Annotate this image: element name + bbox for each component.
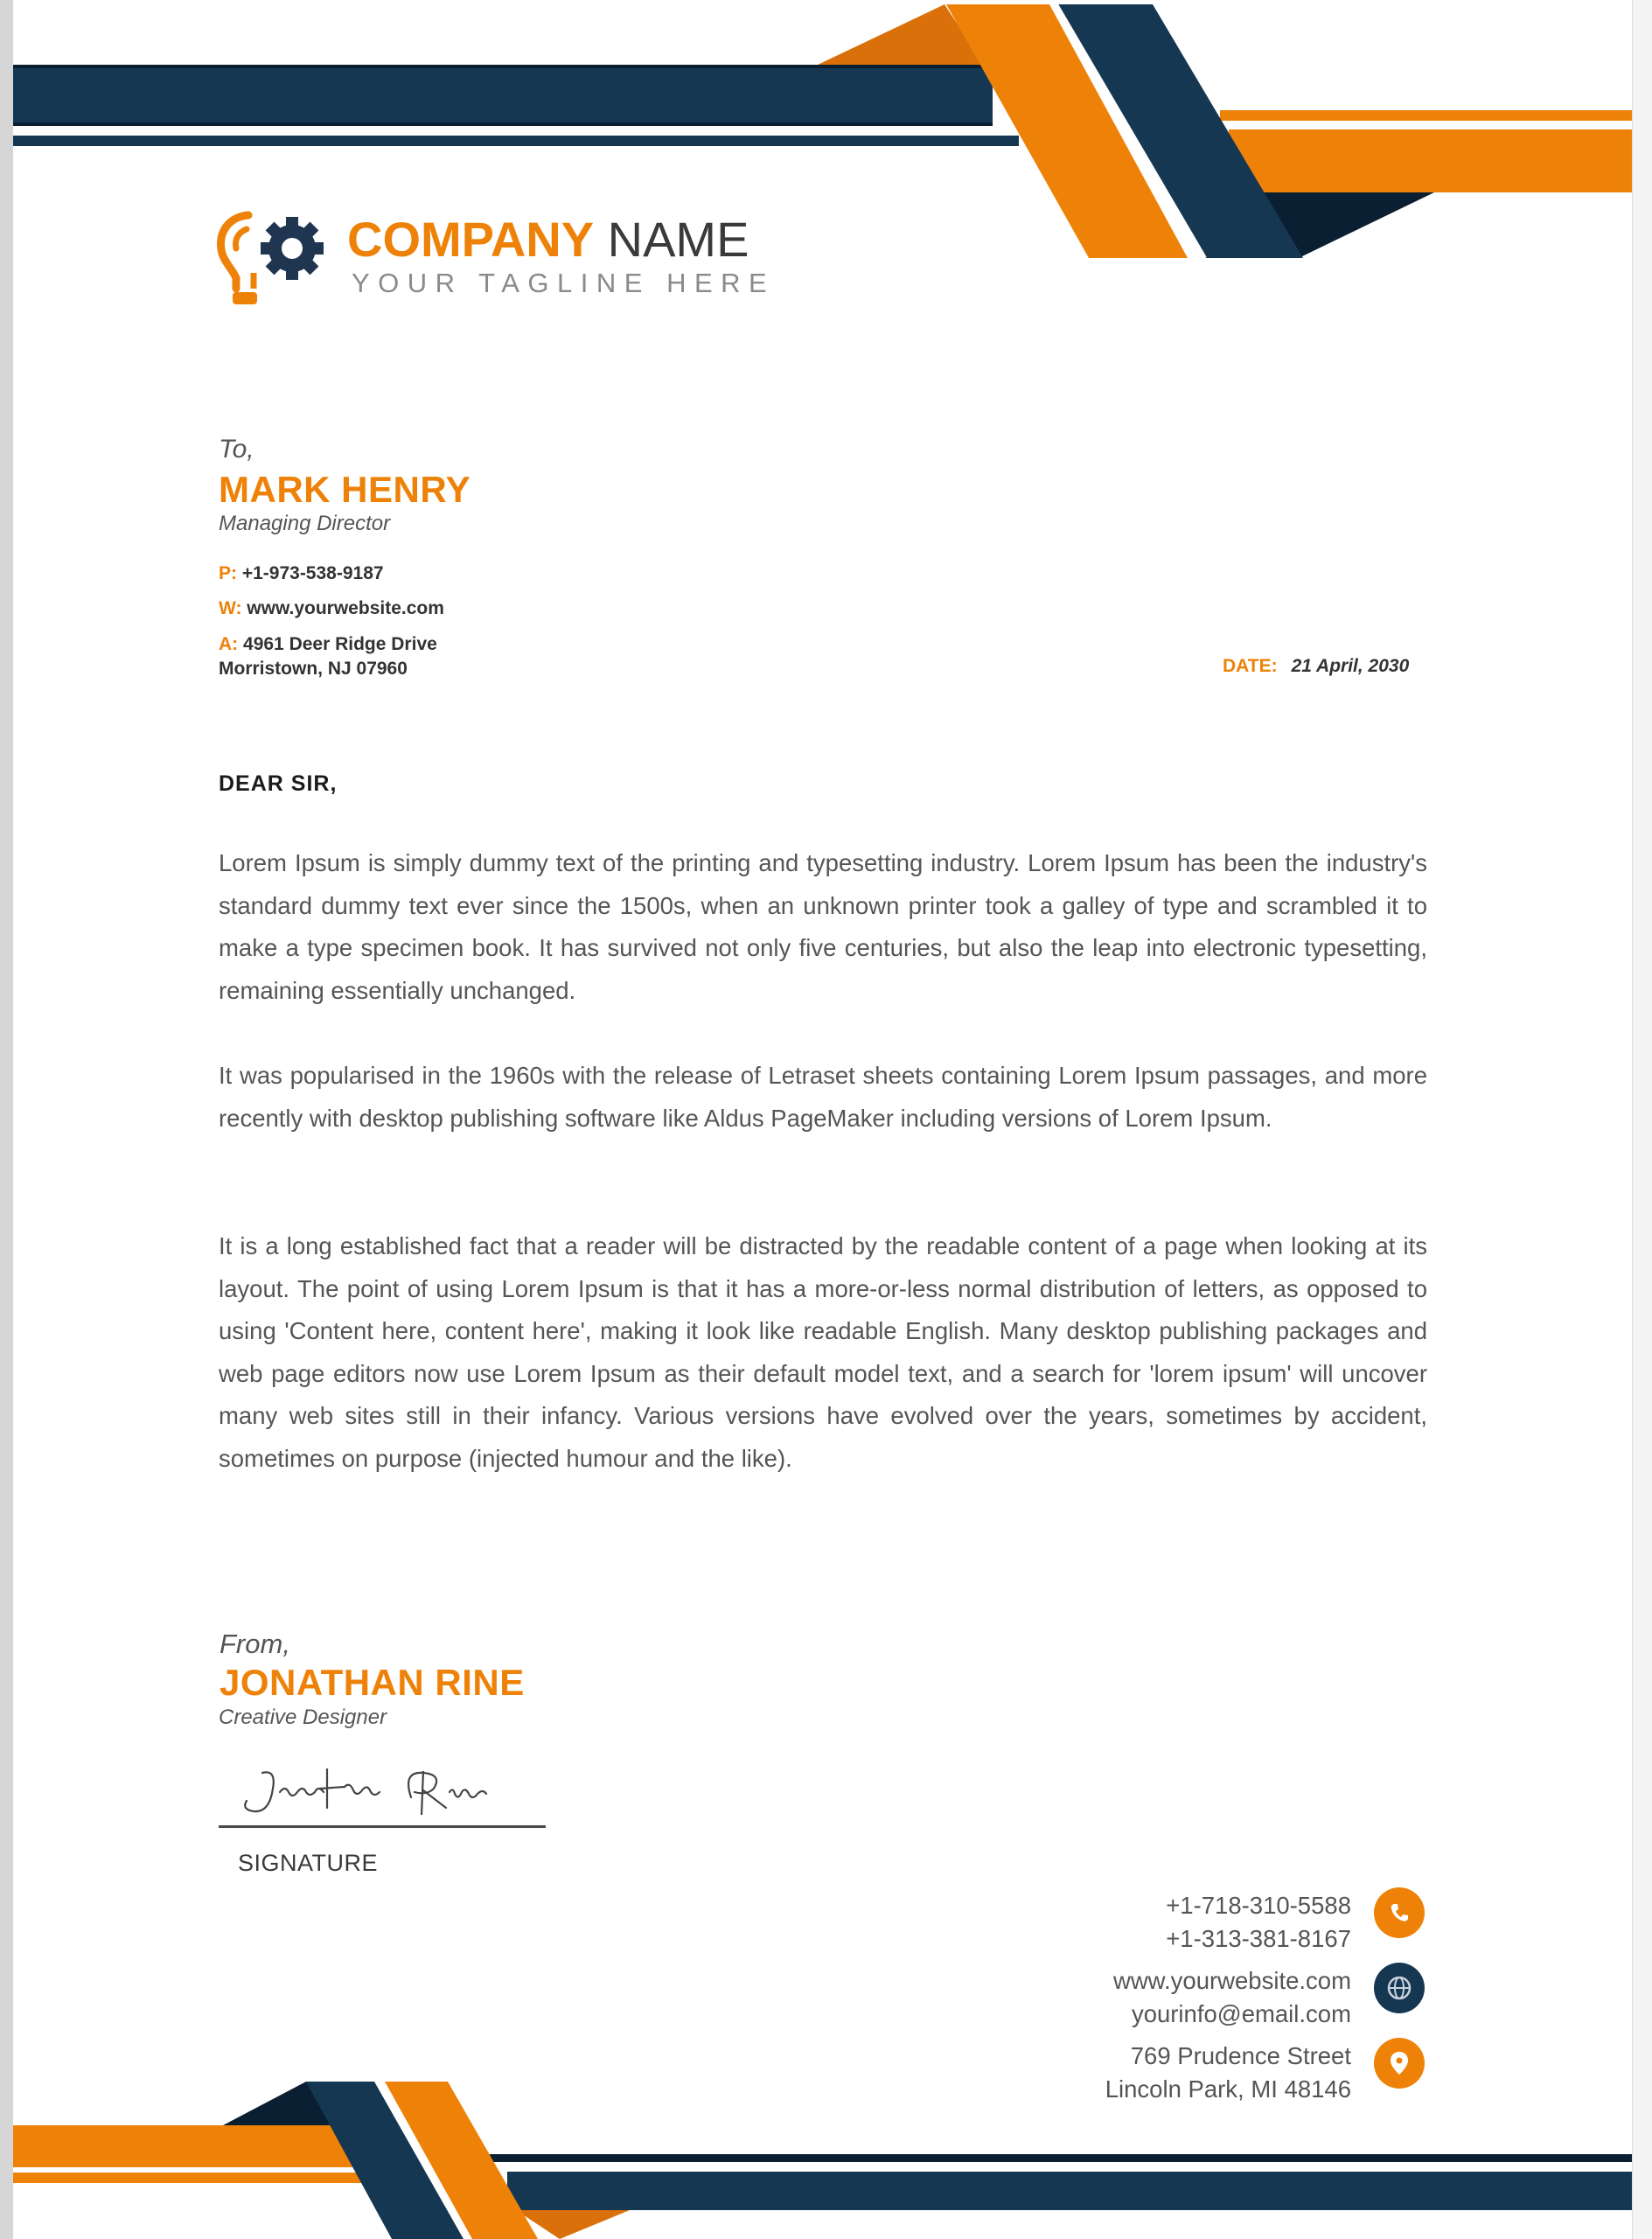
footer-email: yourinfo@email.com	[1131, 2000, 1351, 2027]
footer-phones	[1166, 1889, 1351, 1956]
recipient-title: Managing Director	[219, 512, 391, 535]
address-label: A:	[219, 634, 239, 654]
recipient-address	[219, 632, 437, 681]
lightbulb-icon	[220, 215, 257, 304]
sender-name: JONATHAN RINE	[220, 1662, 525, 1703]
recipient-prefix: To,	[219, 435, 254, 464]
date-label: DATE:	[1223, 656, 1278, 676]
phone-value: +1-973-538-9187	[241, 563, 384, 583]
body-paragraph-1: Lorem Ipsum is simply dummy text of the printing and typesetting industry. Lorem Ipsum has been the industry's standard dummy text ever since the 1500s, when an unknown printer took a galley of type and scrambled it to make a type specimen book. It has survived not only five centuries, but also the leap into electronic typesetting, remaining essentially unchanged.	[219, 849, 1427, 1004]
body-paragraph-2: It was popularised in the 1960s with the release of Letraset sheets containing Lorem Ipsum passages, and more recently with desktop publishing software like Aldus PageMaker including versions of Lorem Ipsum.	[219, 1062, 1427, 1132]
date-value: 21 April, 2030	[1291, 656, 1410, 676]
company-name-light: NAME	[594, 212, 749, 267]
globe-icon	[1374, 1963, 1425, 2013]
web-label: W:	[219, 598, 242, 618]
page-left-border	[0, 0, 13, 2239]
recipient-name: MARK HENRY	[219, 469, 471, 510]
greeting: DEAR SIR,	[219, 771, 338, 796]
recipient-web	[219, 596, 444, 621]
web-value: www.yourwebsite.com	[247, 598, 444, 618]
footer-web-email	[1113, 1964, 1351, 2031]
footer-street: 769 Prudence Street	[1130, 2042, 1351, 2069]
signature-script	[236, 1762, 516, 1828]
body-paragraph-3: It is a long established fact that a reader will be distracted by the readable content of a page when looking at its layout. The point of using Lorem Ipsum is that it has a more-or-less normal distribution of letters, as opposed to using 'Content here, content here', making it look like readable English. Many desktop publishing packages and web page editors now use Lorem Ipsum as their default model text, and a search for 'lorem ipsum' will uncover many web sites still in their infancy. Various versions have evolved over the years, sometimes by accident, sometimes on purpose (injected humour and the like).	[219, 1232, 1427, 1472]
footer-phone-1: +1-718-310-5588	[1166, 1892, 1351, 1919]
footer-city: Lincoln Park, MI 48146	[1105, 2075, 1351, 2103]
signature-line	[219, 1825, 546, 1828]
page-right-border	[1632, 0, 1652, 2239]
gear-icon	[261, 217, 324, 280]
logo-mark	[215, 208, 329, 313]
sender-title: Creative Designer	[219, 1705, 387, 1729]
company-tagline: YOUR TAGLINE HERE	[352, 268, 776, 298]
phone-label: P:	[219, 563, 237, 583]
phone-icon	[1374, 1887, 1425, 1938]
footer-ribbon-graphic	[0, 2064, 1652, 2239]
address-line1: 4961 Deer Ridge Drive	[243, 634, 437, 654]
sender-prefix: From,	[220, 1629, 290, 1659]
recipient-phone	[219, 561, 384, 586]
footer-phone-2: +1-313-381-8167	[1166, 1925, 1351, 1952]
company-name	[347, 213, 749, 266]
signature-label: SIGNATURE	[238, 1850, 379, 1876]
address-line2: Morristown, NJ 07960	[219, 659, 408, 679]
footer-website: www.yourwebsite.com	[1112, 1967, 1351, 1994]
company-name-bold: COMPANY	[347, 212, 595, 267]
letter-date	[1223, 656, 1409, 677]
